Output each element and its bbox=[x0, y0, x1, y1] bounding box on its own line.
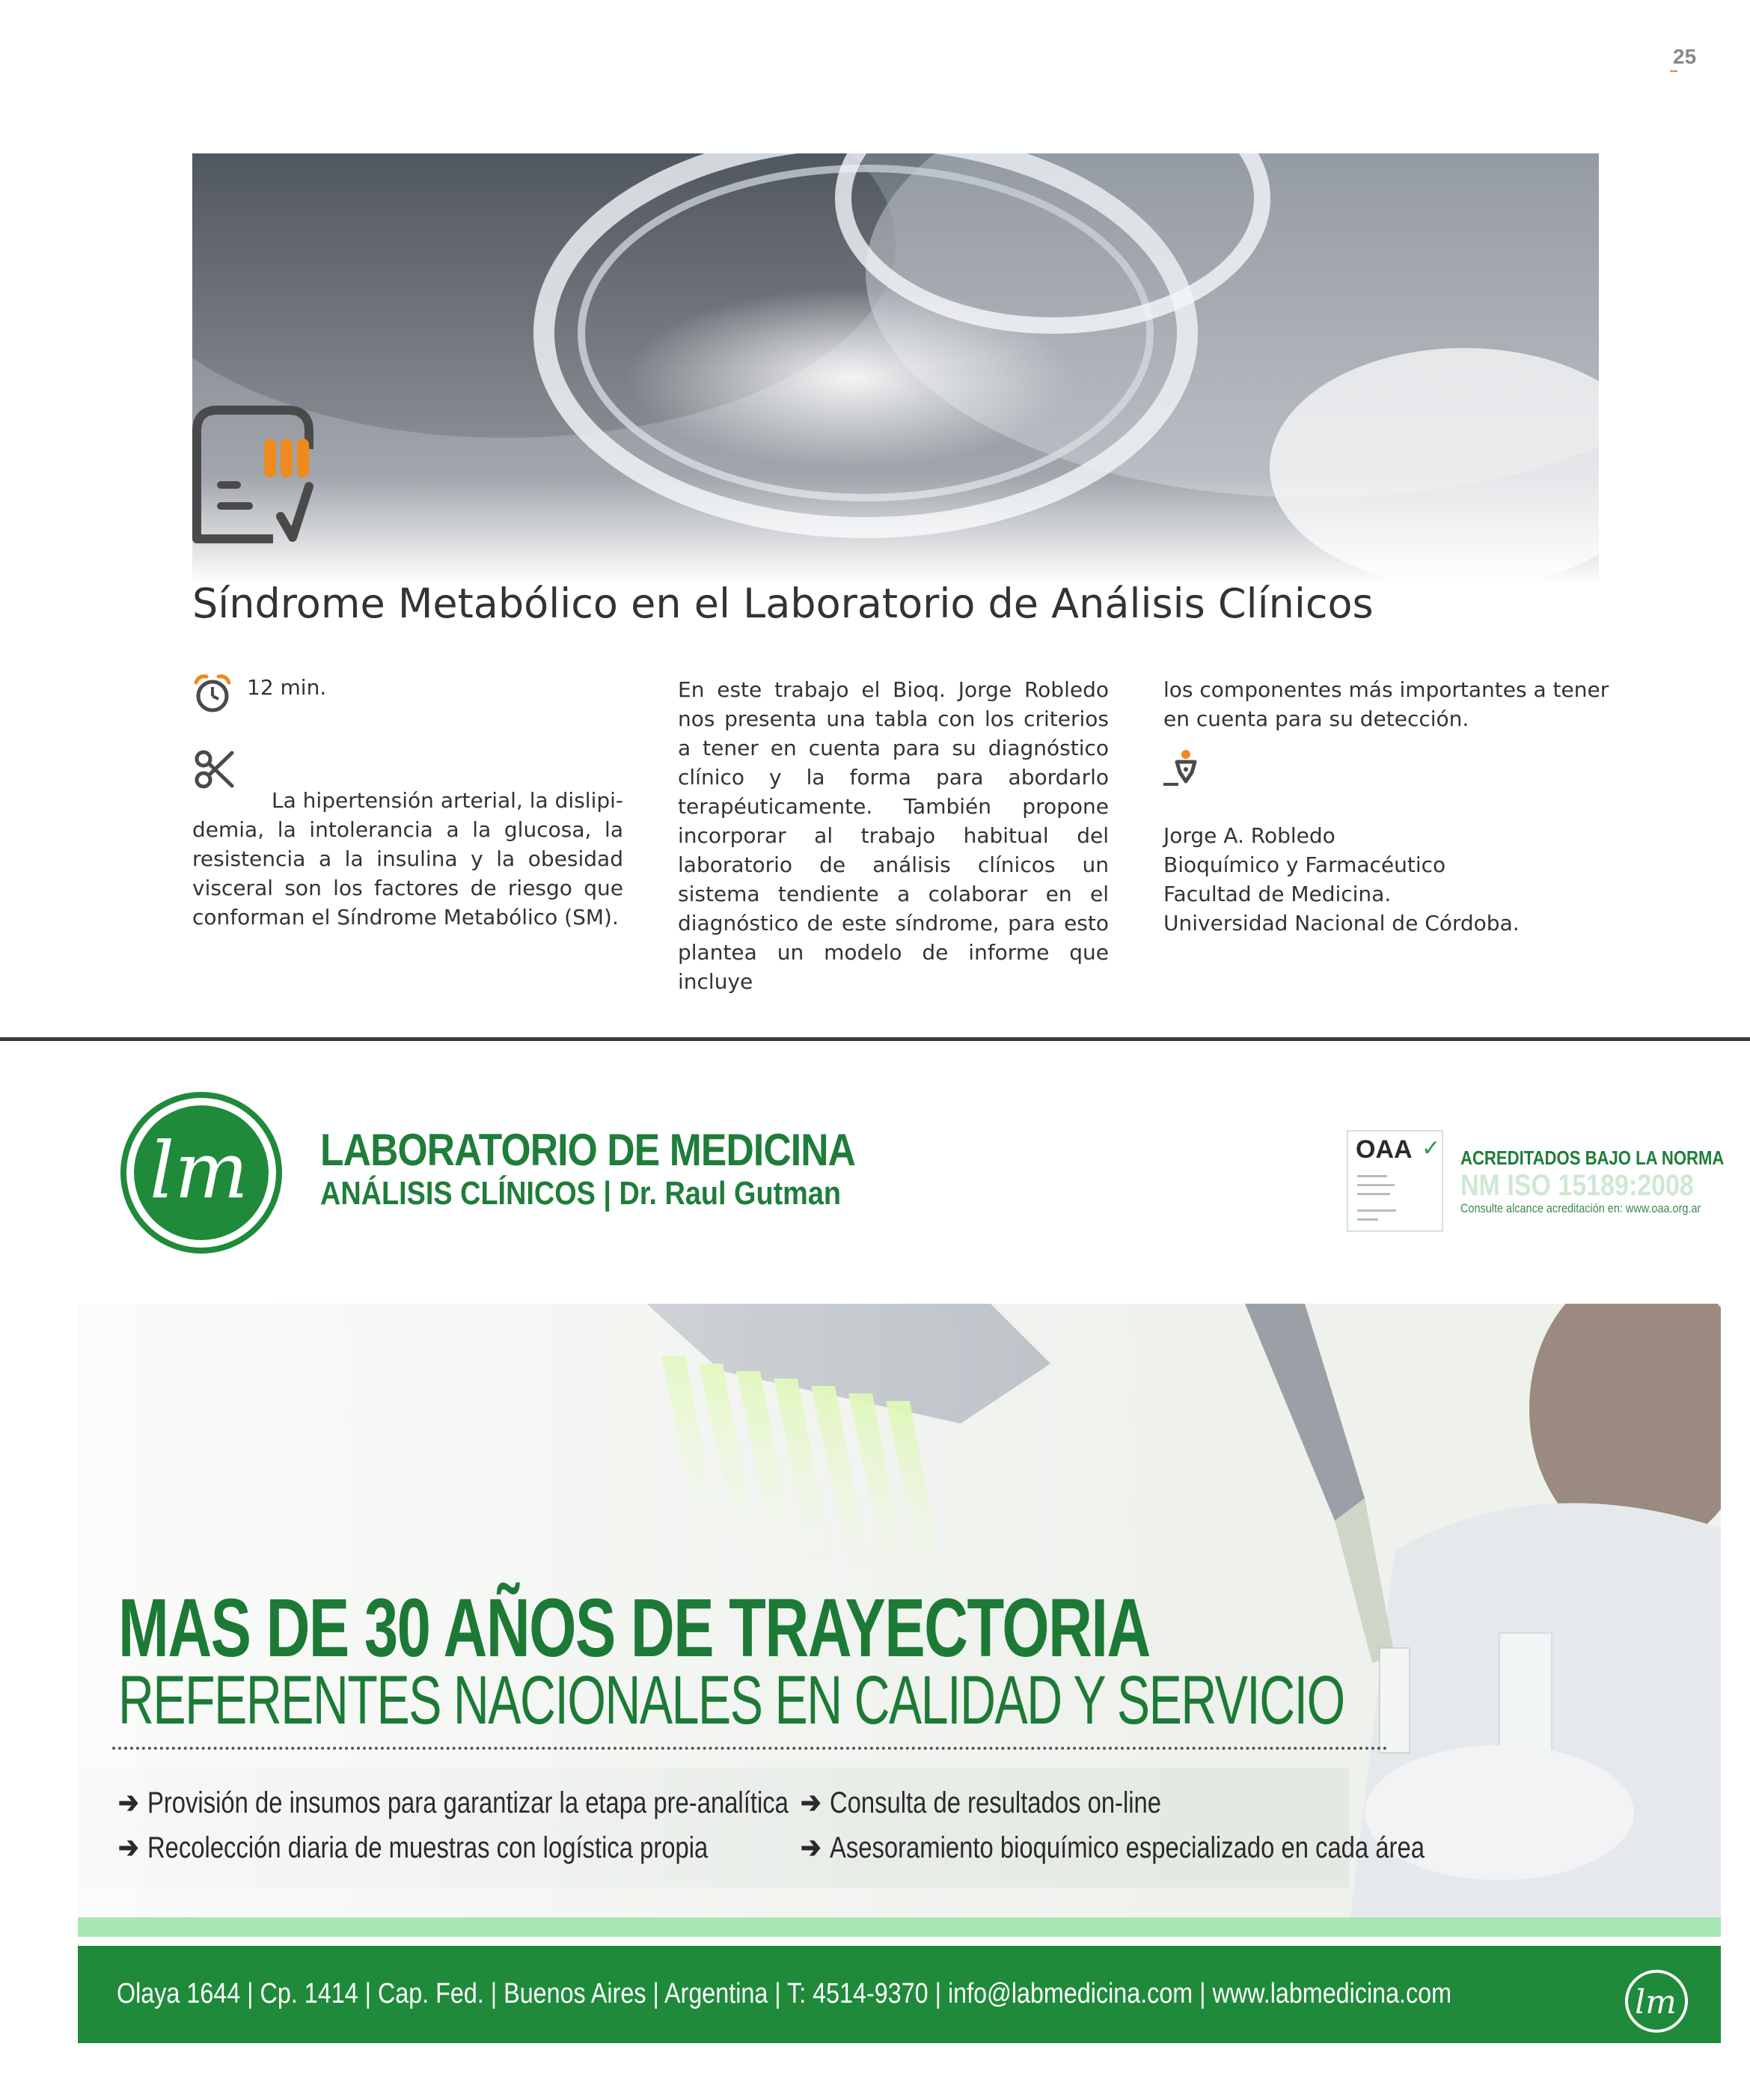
reading-time: 12 min. bbox=[247, 675, 327, 700]
lm-logo-small-text: lm bbox=[1635, 1983, 1677, 2021]
ad-bullet bbox=[801, 1831, 1425, 1865]
ad-bullet-text: Asesoramiento bioquímico especializado en cada área bbox=[829, 1831, 1425, 1864]
document-chart-icon bbox=[191, 404, 318, 546]
ad-company-name: LABORATORIO DE MEDICINA bbox=[320, 1125, 856, 1175]
author-name: Jorge A. Robledo bbox=[1163, 823, 1336, 848]
clock-icon bbox=[193, 672, 232, 714]
scissors-icon bbox=[193, 748, 235, 790]
ad-bullet bbox=[118, 1831, 708, 1865]
page-number-tick bbox=[1670, 70, 1677, 72]
section-divider bbox=[0, 1037, 1750, 1041]
arrow-right-icon: ➔ bbox=[118, 1831, 139, 1864]
oaa-fine-print bbox=[1357, 1175, 1387, 1177]
author-block bbox=[1163, 821, 1612, 938]
ad-subheadline: REFERENTES NACIONALES EN CALIDAD Y SERVICIO bbox=[118, 1662, 1344, 1739]
oaa-fine-print bbox=[1357, 1218, 1378, 1221]
ad-bullet-text: Provisión de insumos para garantizar la etapa pre-analítica bbox=[147, 1786, 789, 1819]
ad-bullet-text: Recolección diaria de muestras con logística propia bbox=[147, 1831, 709, 1864]
article-column-2: En este trabajo el Bioq. Jorge Robledo nos presenta una tabla con los criterios a tener en cuenta para su diagnóstico clínico y la forma para abordarlo terapéuticamente. También propone incorporar al trabajo habitual del laboratorio de análisis clínicos un sistema tendiente a colaborar en el diagnóstico de este síndrome, para esto plantea un modelo de informe que incluye bbox=[678, 677, 1109, 994]
author-faculty: Facultad de Medicina. bbox=[1163, 882, 1392, 906]
arrow-right-icon: ➔ bbox=[118, 1786, 139, 1819]
oaa-fine-print bbox=[1357, 1209, 1396, 1212]
accreditation-title: ACREDITADOS BAJO LA NORMA bbox=[1460, 1147, 1725, 1169]
pen-icon bbox=[1162, 748, 1204, 789]
hero-image bbox=[192, 153, 1599, 584]
column-1-text: La hipertensión arterial, la dislipi- demia, la intolerancia a la glucosa, la resistencia a la insulina y la obesidad visceral son los factores de riesgo que conforman el Síndrome Metabólico (SM). bbox=[192, 788, 623, 930]
ad-bullet-text: Consulta de resultados on-line bbox=[829, 1786, 1162, 1819]
ad-accent-bar bbox=[78, 1917, 1721, 1937]
accreditation-norm: NM ISO 15189:2008 bbox=[1460, 1169, 1694, 1202]
dotted-separator bbox=[112, 1747, 1388, 1750]
oaa-fine-print bbox=[1357, 1184, 1395, 1186]
accreditation-consult: Consulte alcance acreditación en: www.oaa.org.ar bbox=[1460, 1201, 1701, 1215]
article-column-3: los componentes más importantes a tener en cuenta para su detección. bbox=[1163, 677, 1609, 731]
ad-footer-contact: Olaya 1644 | Cp. 1414 | Cap. Fed. | Buenos Aires | Argentina | T: 4514-9370 | info@labmedicina.com | www.labmedicina.com bbox=[117, 1978, 1452, 2009]
arrow-right-icon: ➔ bbox=[801, 1786, 822, 1819]
article-column-1 bbox=[192, 786, 623, 932]
check-icon: ✓ bbox=[1422, 1136, 1441, 1161]
article-title: Síndrome Metabólico en el Laboratorio de Análisis Clínicos bbox=[192, 580, 1374, 627]
ad-company-subtitle: ANÁLISIS CLÍNICOS | Dr. Raul Gutman bbox=[320, 1175, 841, 1212]
ad-bullet bbox=[118, 1786, 789, 1820]
ad-bullet bbox=[801, 1786, 1161, 1820]
ad-headline: MAS DE 30 AÑOS DE TRAYECTORIA bbox=[118, 1582, 1150, 1674]
oaa-label: OAA bbox=[1356, 1135, 1413, 1164]
author-university: Universidad Nacional de Córdoba. bbox=[1163, 911, 1520, 935]
page-number: 25 bbox=[1673, 45, 1697, 68]
lm-logo bbox=[120, 1091, 283, 1254]
lm-logo-text: lm bbox=[150, 1125, 248, 1216]
lm-logo-small bbox=[1622, 1967, 1691, 2036]
arrow-right-icon: ➔ bbox=[801, 1831, 822, 1864]
oaa-fine-print bbox=[1357, 1193, 1390, 1195]
author-title: Bioquímico y Farmacéutico bbox=[1163, 852, 1446, 877]
